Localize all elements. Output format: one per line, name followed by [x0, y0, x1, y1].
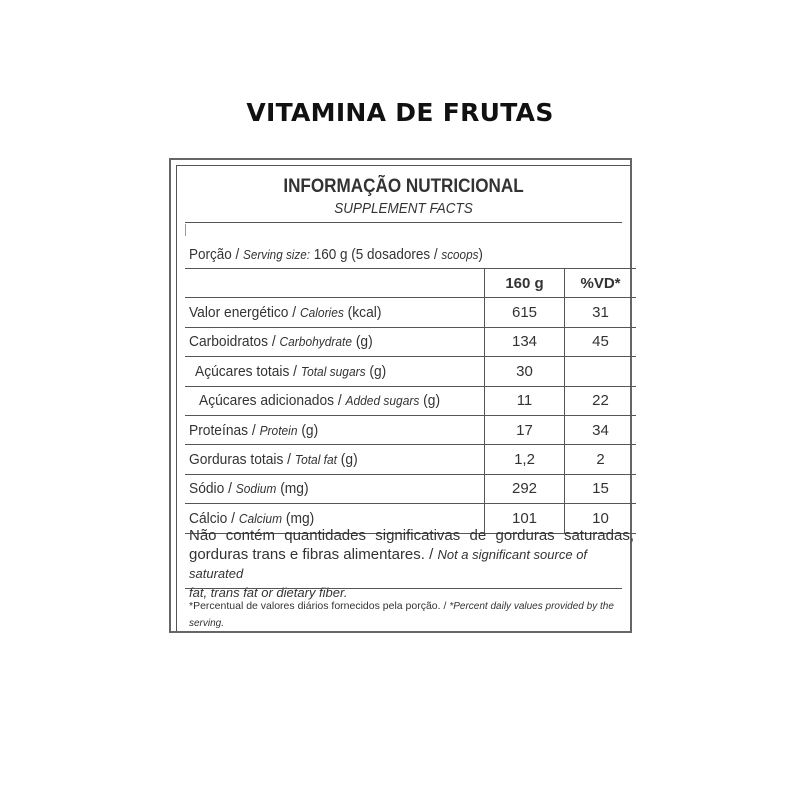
nutrient-vd — [565, 357, 637, 386]
footnote-pt: *Percentual de valores diários fornecidos pela porção. — [189, 600, 441, 612]
nutrient-name: Açúcares totais / Total sugars (g) — [195, 362, 387, 380]
nutrient-vd: 34 — [565, 415, 637, 444]
nutrient-vd: 45 — [565, 327, 637, 356]
nutrition-label-inner — [176, 165, 634, 631]
label-header-en: SUPPLEMENT FACTS — [334, 200, 473, 217]
table-row — [185, 415, 636, 444]
nutrient-vd: 10 — [565, 504, 637, 533]
nutrient-name: Proteínas / Protein (g) — [189, 421, 319, 439]
nutrient-vd: 2 — [565, 445, 637, 474]
divider-tick — [185, 224, 186, 236]
nutrient-amount: 11 — [485, 386, 565, 415]
nutrient-name: Cálcio / Calcium (mg) — [189, 509, 315, 527]
serving-close: ) — [478, 246, 483, 263]
label-header-pt: INFORMAÇÃO NUTRICIONAL — [283, 176, 524, 197]
header-blank-cell — [185, 269, 485, 298]
nutrient-amount: 1,2 — [485, 445, 565, 474]
serving-pt: Porção / — [189, 246, 244, 263]
nutrient-amount: 134 — [485, 327, 565, 356]
table-row — [185, 327, 636, 356]
table-header-row — [185, 269, 636, 298]
nutrient-amount: 17 — [485, 415, 565, 444]
table-row — [185, 298, 636, 327]
nutrient-name: Sódio / Sodium (mg) — [189, 480, 309, 498]
note-line-1: Não contém quantidades significativas de gorduras saturadas, — [189, 527, 634, 544]
nutrient-name: Carboidratos / Carbohydrate (g) — [189, 333, 373, 351]
serving-scoops: scoops — [441, 247, 479, 262]
column-header-amount: 160 g — [485, 269, 565, 298]
table-row — [185, 445, 636, 474]
footnote-divider — [185, 588, 622, 589]
note-line-3-en: fat, trans fat or dietary fiber. — [189, 585, 348, 600]
note-line-2-pt: gorduras trans e fibras alimentares. / — [189, 546, 438, 563]
header-divider — [185, 222, 622, 223]
nutrient-name: Gorduras totais / Total fat (g) — [189, 451, 358, 469]
footnote-separator: / — [440, 600, 450, 612]
nutrition-table — [185, 268, 636, 534]
footnote-en: *Percent daily values provided by the serving. — [189, 601, 614, 629]
serving-en: Serving size: — [243, 247, 311, 262]
nutrient-vd: 15 — [565, 474, 637, 503]
serving-value: 160 g (5 dosadores / — [310, 246, 442, 263]
not-significant-note — [189, 526, 634, 602]
nutrient-vd: 22 — [565, 386, 637, 415]
table-row — [185, 386, 636, 415]
footnote — [189, 598, 631, 632]
table-row — [185, 357, 636, 386]
column-header-vd: %VD* — [565, 269, 637, 298]
nutrient-vd: 31 — [565, 298, 637, 327]
nutrient-name: Açúcares adicionados / Added sugars (g) — [199, 392, 441, 410]
nutrient-name: Valor energético / Calories (kcal) — [189, 304, 382, 322]
table-row — [185, 474, 636, 503]
note-line-2-en: Not a significant source of saturated — [189, 547, 588, 581]
nutrient-amount: 30 — [485, 357, 565, 386]
nutrient-amount: 292 — [485, 474, 565, 503]
nutrient-amount: 615 — [485, 298, 565, 327]
product-title: VITAMINA DE FRUTAS — [246, 98, 554, 127]
nutrition-label — [169, 158, 632, 633]
serving-size — [189, 246, 483, 263]
nutrient-amount: 101 — [485, 504, 565, 533]
